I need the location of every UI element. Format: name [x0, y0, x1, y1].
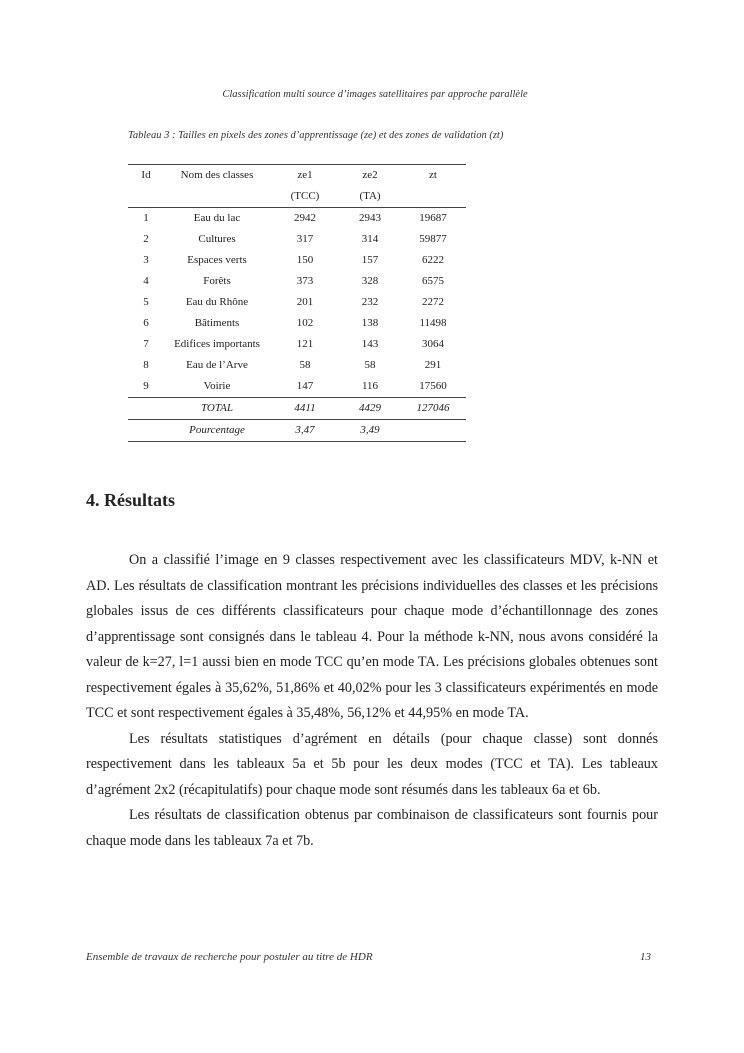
section-title: 4. Résultats: [86, 490, 175, 510]
running-header-text: Classification multi source d’images satellitaires par approche parallèle: [222, 89, 528, 100]
table-row: [128, 292, 466, 313]
cell-id: 1: [143, 212, 149, 224]
total-ze2: 4429: [340, 398, 400, 420]
cell-ze1: 150: [296, 254, 314, 266]
total-ze1: 4411: [270, 398, 340, 420]
cell-ze2: 2943: [359, 212, 381, 224]
cell-zt: 19687: [419, 212, 447, 224]
cell-zt: 291: [424, 359, 442, 371]
cell-id: 3: [143, 254, 149, 266]
cell-zt: 3064: [422, 338, 444, 350]
cell-ze1: 102: [296, 317, 314, 329]
paragraph: On a classifié l’image en 9 classes respectivement avec les classificateurs MDV, k-NN et AD. Les résultats de classification montrant les précisions individuelles des classes et les précisions globales issus de ces différents classificateurs pour chaque mode d’échantillonnage des zones d’apprentissage sont consignés dans le tableau 4. Pour la méthode k-NN, nous avons considéré la valeur de k=27, l=1 aussi bien en mode TCC qu’en mode TA. Les précisions globales obtenues sont respectivement égales à 35,62%, 51,86% et 40,02% pour les 3 classificateurs expérimentés en mode TCC et sont respectivement égales à 35,48%, 56,12% et 44,95% en mode TA.: [86, 552, 658, 721]
cell-ze2: 58: [364, 359, 376, 371]
table-row: [128, 229, 466, 250]
cell-ze2: 138: [361, 317, 379, 329]
cell-id: 4: [143, 275, 149, 287]
cell-zt: 17560: [419, 380, 447, 392]
percentage-label: Pourcentage: [164, 420, 270, 442]
header-ze2-sub: (TA): [340, 186, 400, 208]
cell-ze1: 147: [296, 380, 314, 392]
cell-name: Edifices importants: [174, 338, 260, 350]
cell-name: Eau du Rhône: [185, 296, 249, 308]
table-header-row: [128, 165, 466, 187]
cell-name: Voirie: [203, 380, 231, 392]
cell-ze2: 232: [361, 296, 379, 308]
table-row: [128, 271, 466, 292]
cell-name: Eau du lac: [193, 212, 241, 224]
header-name: Nom des classes: [164, 165, 270, 187]
section-body: [86, 548, 658, 854]
header-zt: zt: [400, 165, 466, 187]
cell-zt: 11498: [419, 317, 447, 329]
table-subheader-row: [128, 186, 466, 208]
cell-ze2: 116: [361, 380, 379, 392]
table-total-row: [128, 398, 466, 420]
page-number: 13: [640, 951, 651, 963]
cell-id: 5: [143, 296, 149, 308]
cell-ze1: 373: [296, 275, 314, 287]
table-row: [128, 355, 466, 376]
total-label: TOTAL: [164, 398, 270, 420]
total-zt: 127046: [400, 398, 466, 420]
cell-zt: 59877: [419, 233, 447, 245]
table-row: [128, 313, 466, 334]
cell-name: Forêts: [203, 275, 231, 287]
table-row: [128, 208, 466, 230]
cell-name: Espaces verts: [187, 254, 247, 266]
cell-ze1: 2942: [294, 212, 316, 224]
cell-name: Cultures: [198, 233, 236, 245]
cell-name: Eau de l’Arve: [186, 359, 248, 371]
header-id: Id: [128, 165, 164, 187]
cell-ze2: 328: [361, 275, 379, 287]
cell-ze1: 317: [296, 233, 314, 245]
cell-id: 6: [143, 317, 149, 329]
cell-ze1: 201: [296, 296, 314, 308]
cell-zt: 6222: [422, 254, 444, 266]
training-zones-table: [128, 164, 466, 442]
footer-text: Ensemble de travaux de recherche pour postuler au titre de HDR: [86, 951, 373, 963]
cell-id: 9: [143, 380, 149, 392]
header-ze1-sub: (TCC): [270, 186, 340, 208]
table-row: [128, 334, 466, 355]
running-header: [0, 89, 744, 100]
header-ze1: ze1: [270, 165, 340, 187]
cell-id: 2: [143, 233, 149, 245]
percentage-ze2: 3,49: [340, 420, 400, 442]
cell-id: 8: [143, 359, 149, 371]
table-row: [128, 376, 466, 398]
cell-ze2: 143: [361, 338, 379, 350]
cell-id: 7: [143, 338, 149, 350]
cell-ze1: 58: [299, 359, 311, 371]
paragraph: Les résultats de classification obtenus par combinaison de classificateurs sont fournis pour chaque mode dans les tableaux 7a et 7b.: [86, 807, 658, 849]
paragraph: Les résultats statistiques d’agrément en détails (pour chaque classe) sont donnés respectivement dans les tableaux 5a et 5b pour les deux modes (TCC et TA). Les tableaux d’agrément 2x2 (récapitulatifs) pour chaque mode sont résumés dans les tableaux 6a et 6b.: [86, 730, 658, 798]
cell-ze2: 314: [361, 233, 379, 245]
table-percentage-row: [128, 420, 466, 442]
cell-ze1: 121: [296, 338, 314, 350]
cell-ze2: 157: [361, 254, 379, 266]
table-caption: Tableau 3 : Tailles en pixels des zones d’apprentissage (ze) et des zones de validation (zt): [128, 130, 504, 141]
cell-zt: 6575: [422, 275, 444, 287]
cell-zt: 2272: [422, 296, 444, 308]
percentage-ze1: 3,47: [270, 420, 340, 442]
cell-name: Bâtiments: [194, 317, 240, 329]
header-ze2: ze2: [340, 165, 400, 187]
table-row: [128, 250, 466, 271]
